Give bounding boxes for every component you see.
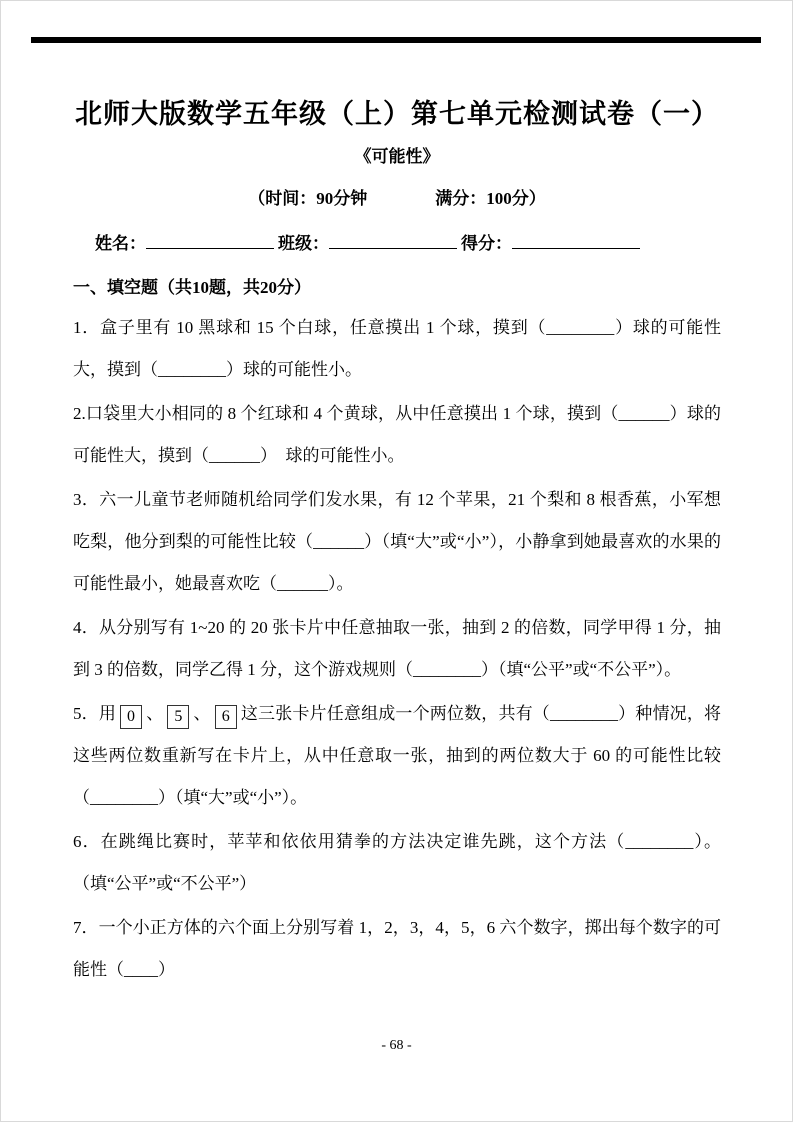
- card-separator: 、: [146, 704, 164, 723]
- question-5-prefix: 5．用: [73, 704, 117, 723]
- question-6: 6．在跳绳比赛时，苹苹和依依用猜拳的方法决定谁先跳，这个方法（________）。（填“公平”或“不公平”）: [73, 832, 721, 893]
- student-info-line: [73, 231, 721, 257]
- time-score-line: （时间：90分钟 满分：100分）: [248, 189, 546, 208]
- score-blank-line: [512, 231, 640, 249]
- question-list: [73, 307, 721, 991]
- number-card-6: 6: [215, 705, 237, 729]
- question-5-suffix: 这三张卡片任意组成一个两位数，共有（________）种情况，将这些两位数重新写在卡片上，从中任意取一张，抽到的两位数大于 60 的可能性比较（________）（填“大”或“小”）。: [73, 704, 721, 807]
- number-card-0: 0: [120, 705, 142, 729]
- paper-title: 北师大版数学五年级（上）第七单元检测试卷（一）: [75, 99, 719, 129]
- number-card-5: 5: [167, 705, 189, 729]
- class-blank-line: [329, 231, 457, 249]
- score-label: 得分：: [461, 234, 512, 253]
- section-heading-fill-in: 一、填空题（共10题，共20分）: [73, 278, 311, 297]
- name-label: 姓名：: [95, 234, 146, 253]
- page-number: - 68 -: [381, 1038, 412, 1053]
- name-blank-line: [146, 231, 274, 249]
- question-1: 1．盒子里有 10 黑球和 15 个白球，任意摸出 1 个球，摸到（________）球的可能性大，摸到（________）球的可能性小。: [73, 318, 721, 379]
- card-separator: 、: [193, 704, 211, 723]
- paper-content: [1, 1, 792, 991]
- top-rule: [31, 37, 761, 43]
- question-7: 7．一个小正方体的六个面上分别写着 1，2，3，4，5，6 六个数字，掷出每个数字的可能性（____）: [73, 918, 721, 979]
- question-5: [73, 693, 721, 819]
- question-4: 4．从分别写有 1~20 的 20 张卡片中任意抽取一张，抽到 2 的倍数，同学甲得 1 分，抽到 3 的倍数，同学乙得 1 分，这个游戏规则（________）（填“公平”或“不公平”）。: [73, 618, 721, 679]
- paper-subtitle: 《可能性》: [354, 147, 440, 166]
- question-3: 3．六一儿童节老师随机给同学们发水果，有 12 个苹果，21 个梨和 8 根香蕉，小军想吃梨，他分到梨的可能性比较（______）（填“大”或“小”），小静拿到她最喜欢的水果的可能性最小，她最喜欢吃（______）。: [73, 490, 721, 593]
- question-2: 2.口袋里大小相同的 8 个红球和 4 个黄球，从中任意摸出 1 个球，摸到（______）球的可能性大，摸到（______） 球的可能性小。: [73, 404, 721, 465]
- class-label: 班级：: [278, 234, 329, 253]
